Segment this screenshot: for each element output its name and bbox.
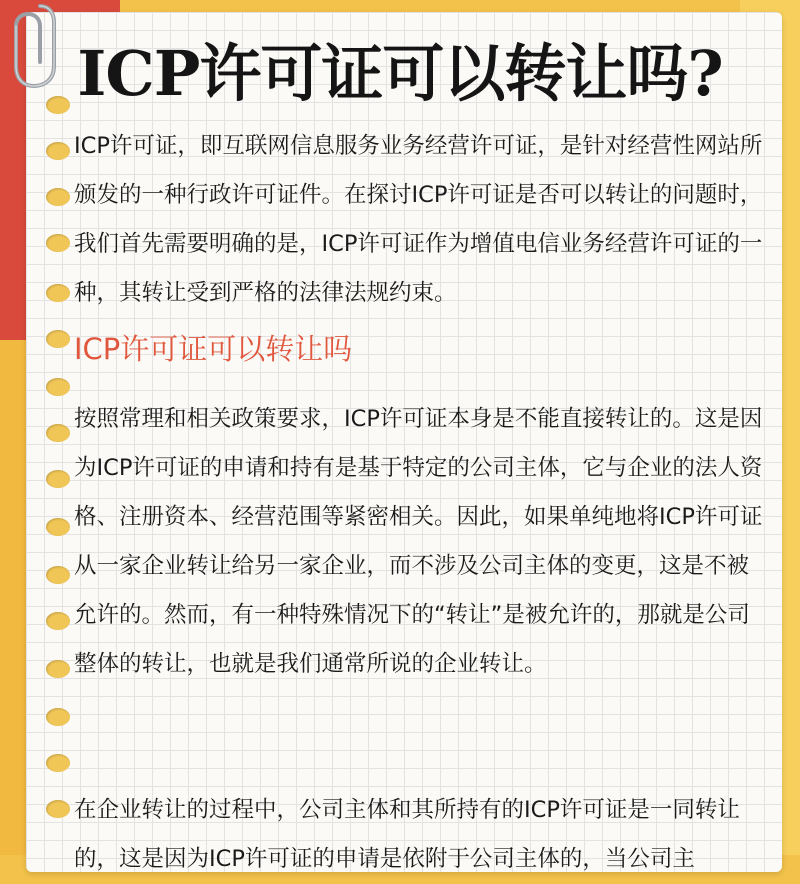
binder-hole-icon xyxy=(46,708,70,726)
binder-hole-icon xyxy=(46,660,70,678)
binder-hole-icon xyxy=(46,566,70,584)
body-paragraph: 按照常理和相关政策要求，ICP许可证本身是不能直接转让的。这是因为ICP许可证的申请和持有是基于特定的公司主体，它与企业的法人资格、注册资本、经营范围等紧密相关。因此，如果单纯地将ICP许可证从一家企业转让给另一家企业，而不涉及公司主体的变更，这是不被允许的。然而，有一种特殊情况下的“转让”是被允许的，那就是公司整体的转让，也就是我们通常所说的企业转让。 xyxy=(74,406,763,677)
binder-hole-icon xyxy=(46,470,70,488)
binder-hole-icon xyxy=(46,518,70,536)
page-title: ICP许可证可以转让吗? xyxy=(77,37,723,110)
binder-hole-icon xyxy=(46,754,70,772)
binder-hole-icon xyxy=(46,142,70,160)
binder-hole-icon xyxy=(46,234,70,252)
binder-hole-icon xyxy=(46,378,70,396)
body-paragraph-cutoff: 在企业转让的过程中，公司主体和其所持有的ICP许可证是一同转让的，这是因为ICP许可证的申请是依附于公司主体的，当公司主 xyxy=(74,797,740,872)
intro-paragraph: ICP许可证，即互联网信息服务业务经营许可证，是针对经营性网站所颁发的一种行政许可证件。在探讨ICP许可证是否可以转让的问题时，我们首先需要明确的是，ICP许可证作为增值电信业务经营许可证的一种，其转让受到严格的法律法规约束。 xyxy=(74,133,763,306)
binder-hole-icon xyxy=(46,284,70,302)
binder-hole-icon xyxy=(46,188,70,206)
binder-hole-icon xyxy=(46,424,70,442)
section-heading: ICP许可证可以转让吗 xyxy=(74,332,353,366)
binder-hole-icon xyxy=(46,330,70,348)
binder-hole-icon xyxy=(46,800,70,818)
binder-hole-icon xyxy=(46,612,70,630)
